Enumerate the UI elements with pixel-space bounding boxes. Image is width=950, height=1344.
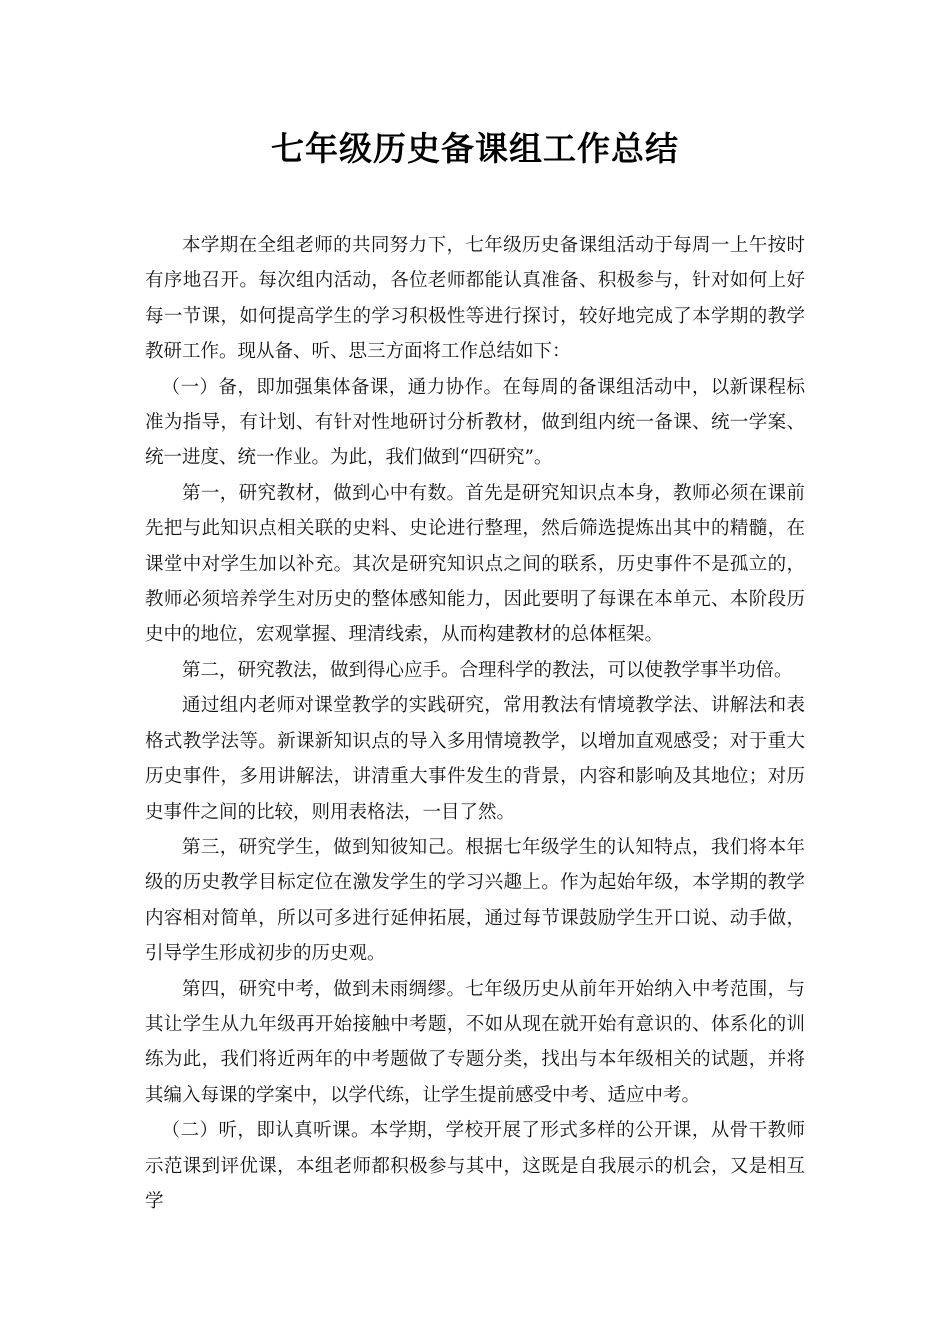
paragraph-study-textbook: 第一，研究教材，做到心中有数。首先是研究知识点本身，教师必须在课前先把与此知识点相关联的史料、史论进行整理，然后筛选提炼出其中的精髓，在课堂中对学生加以补充。其次是研究知识点之间的联系，历史事件不是孤立的，教师必须培养学生对历史的整体感知能力，因此要明了每课在本单元、本阶段历史中的地位，宏观掌握、理清线索，从而构建教材的总体框架。 [145,482,805,646]
document-body [145,228,805,1219]
paragraph-methods-detail: 通过组内老师对课堂教学的实践研究，常用教法有情境教学法、讲解法和表格式教学法等。新课新知识点的导入多用情境教学，以增加直观感受；对于重大历史事件，多用讲解法，讲清重大事件发生的背景，内容和影响及其地位；对历史事件之间的比较，则用表格法，一目了然。 [145,695,805,823]
paragraph-section-prepare: （一）备，即加强集体备课，通力协作。在每周的备课组活动中，以新课程标准为指导，有计划、有针对性地研讨分析教材，做到组内统一备课、统一学案、统一进度、统一作业。为此，我们做到“四研究”。 [145,376,805,469]
paragraph-study-exam: 第四，研究中考，做到未雨绸缪。七年级历史从前年开始纳入中考范围，与其让学生从九年级再开始接触中考题，不如从现在就开始有意识的、体系化的训练为此，我们将近两年的中考题做了专题分类，找出与本年级相关的试题，并将其编入每课的学案中，以学代练，让学生提前感受中考、适应中考。 [145,978,805,1106]
paragraph-study-methods: 第二，研究教法，做到得心应手。合理科学的教法，可以使教学事半功倍。 [182,659,793,681]
document-title: 七年级历史备课组工作总结 [271,129,679,168]
paragraph-intro: 本学期在全组老师的共同努力下，七年级历史备课组活动于每周一上午按时有序地召开。每次组内活动，各位老师都能认真准备、积极参与，针对如何上好每一节课，如何提高学生的学习积极性等进行探讨，较好地完成了本学期的教学教研工作。现从备、听、思三方面将工作总结如下： [145,235,805,363]
paragraph-study-students: 第三，研究学生，做到知彼知己。根据七年级学生的认知特点，我们将本年级的历史教学目标定位在激发学生的学习兴趣上。作为起始年级，本学期的教学内容相对简单，所以可多进行延伸拓展，通过每节课鼓励学生开口说、动手做，引导学生形成初步的历史观。 [145,836,805,965]
paragraph-section-listen: （二）听，即认真听课。本学期，学校开展了形式多样的公开课，从骨干教师示范课到评优课，本组老师都积极参与其中，这既是自我展示的机会，又是相互学 [145,1120,805,1212]
